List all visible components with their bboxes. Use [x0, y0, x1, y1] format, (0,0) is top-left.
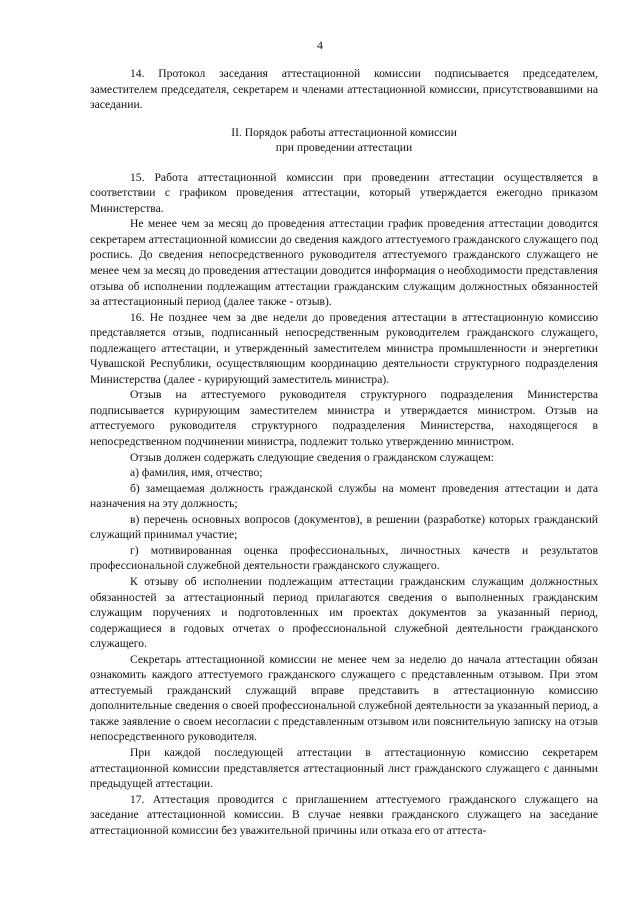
paragraph-16-attachments: К отзыву об исполнении подлежащим аттестации гражданским служащим должностных обязанностей за аттестационный период прилагаются сведения о выполненных гражданским служащим поручениях и подготовленных им проектах документов за указанный период, содержащиеся в годовых отчетах о профессиональной служебной деятельности гражданского служащего.	[90, 574, 598, 651]
list-item-b: б) замещаемая должность гражданской службы на момент проведения аттестации и дата назначения на эту должность;	[90, 481, 598, 511]
paragraph-14: 14. Протокол заседания аттестационной комиссии подписывается председателем, заместителем председателя, секретарем и членами аттестационной комиссии, присутствовавшими на заседании.	[90, 67, 598, 112]
paragraph-16-review-signing: Отзыв на аттестуемого руководителя структурного подразделения Министерства подписывается курирующим заместителем министра и утверждается министром. Отзыв на аттестуемого руководителя структурного подразделения Министерства, находящегося в непосредственном подчинении министра, подлежит только утверждению министром.	[90, 388, 598, 449]
paragraph-16-secretary: Секретарь аттестационной комиссии не менее чем за неделю до начала аттестации обязан ознакомить каждого аттестуемого гражданского служащего с представленным отзывом. При этом аттестуемый гражданский служащий вправе представить в аттестационную комиссию дополнительные сведения о своей профессиональной служебной деятельности за указанный период, а также заявление о своем несогласии с представленным отзывом или пояснительную записку на отзыв непосредственного руководителя.	[90, 652, 598, 744]
paragraph-16-review-contents: Отзыв должен содержать следующие сведения о гражданском служащем:	[130, 450, 495, 464]
section-heading	[90, 125, 598, 156]
list-item-a: а) фамилия, имя, отчество;	[130, 466, 263, 480]
paragraph-16: 16. Не позднее чем за две недели до проведения аттестации в аттестационную комиссию представляется отзыв, подписанный непосредственным руководителем гражданского служащего, подлежащего аттестации, и утвержденный заместителем министра промышленности и энергетики Чувашской Республики, осуществляющим координацию деятельности структурного подразделения Министерства (далее - курирующий заместитель министра).	[90, 310, 598, 386]
paragraph-17: 17. Аттестация проводится с приглашением аттестуемого гражданского служащего на заседание аттестационной комиссии. В случае неявки гражданского служащего на заседание аттестационной комиссии без уважительной причины или отказа его от аттеста-	[90, 792, 598, 837]
paragraph-16-previous-sheet: При каждой последующей аттестации в аттестационную комиссию секретарем аттестационной комиссии представляется аттестационный лист гражданского служащего с данными предыдущей аттестации.	[90, 745, 598, 791]
section-heading-line-1: II. Порядок работы аттестационной комиссии	[231, 125, 457, 139]
list-item-v: в) перечень основных вопросов (документов), в решении (разработке) которых гражданский служащий принимал участие;	[90, 512, 598, 542]
paragraph-15: 15. Работа аттестационной комиссии при проведении аттестации осуществляется в соответствии с графиком проведения аттестации, который утверждается ежегодно приказом Министерства.	[90, 170, 598, 215]
paragraph-15-schedule: Не менее чем за месяц до проведения аттестации график проведения аттестации доводится секретарем аттестационной комиссии до сведения каждого аттестуемого гражданского служащего под роспись. До сведения непосредственного руководителя аттестуемого гражданского служащего не менее чем за месяц до проведения аттестации доводится информация о необходимости представления отзыва об исполнении подлежащим аттестации гражданским служащим должностных обязанностей за аттестационный период (далее также - отзыв).	[90, 217, 598, 309]
page-number: 4	[317, 38, 323, 52]
list-item-g: г) мотивированная оценка профессиональных, личностных качеств и результатов профессиональной служебной деятельности гражданского служащего.	[90, 543, 598, 573]
document-body	[90, 66, 598, 838]
section-heading-line-2: при проведении аттестации	[275, 141, 413, 155]
